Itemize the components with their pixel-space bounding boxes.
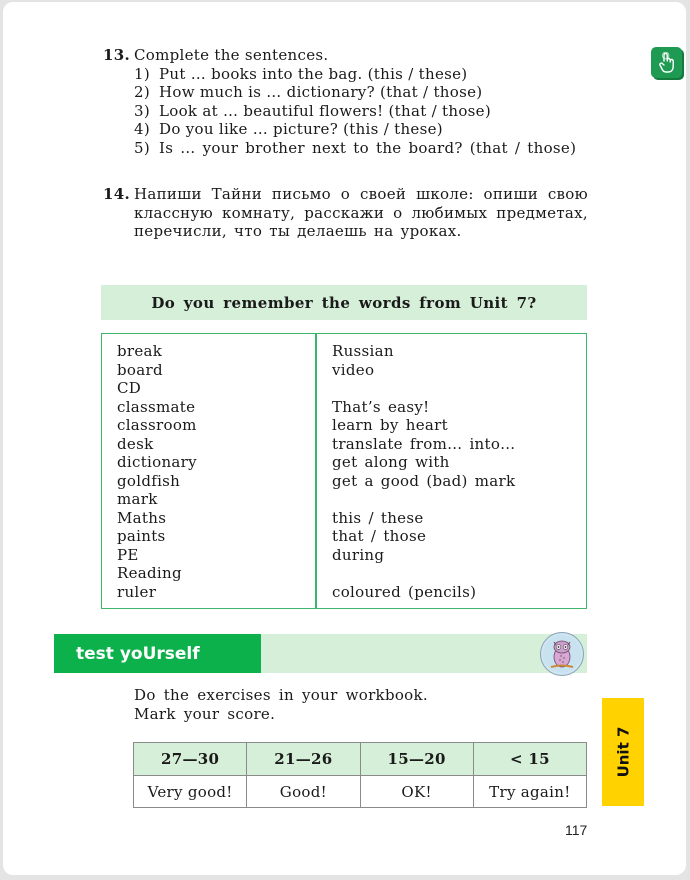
exercise-item: [134, 65, 588, 84]
words-right-column: [332, 342, 515, 601]
word: CD: [117, 379, 142, 397]
word: [332, 564, 515, 583]
unit-tab-label: Unit 7: [614, 726, 632, 778]
word: [332, 379, 515, 398]
word: break: [117, 342, 163, 360]
word: learn by heart: [332, 416, 448, 434]
score-range: < 15: [473, 743, 586, 776]
unit-tab[interactable]: [602, 698, 644, 806]
exercise-number: 14.: [103, 185, 130, 203]
word: paints: [117, 527, 166, 545]
item-text: Do you like … picture? (this / these): [159, 120, 443, 138]
score-range: 15—20: [360, 743, 473, 776]
exercise-text: Напиши Тайни письмо о своей школе: опиши свою классную комнату, расскажи о любимых предметах, перечисли, что ты делаешь на уроках.: [134, 185, 588, 240]
exercise-14: [103, 185, 588, 241]
score-range: 21—26: [247, 743, 360, 776]
score-label: Try again!: [473, 776, 586, 808]
exercise-item: [134, 83, 588, 102]
textbook-page: [3, 2, 686, 875]
test-yourself-label: test yoUrself: [54, 634, 261, 673]
exercise-item: [134, 102, 588, 121]
word: desk: [117, 434, 154, 453]
score-label: Good!: [247, 776, 360, 808]
item-text: Put … books into the bag. (this / these): [159, 64, 468, 83]
word: classmate: [117, 397, 196, 416]
exercise-title: Complete the sentences.: [134, 46, 329, 64]
page-number: 117: [565, 822, 588, 838]
word: coloured (pencils): [332, 582, 477, 601]
score-table: [133, 742, 587, 808]
words-review-header: Do you remember the words from Unit 7?: [101, 285, 587, 320]
instruction-line: Mark your score.: [134, 705, 276, 723]
exercise-number: 13.: [103, 46, 130, 64]
item-number: 4): [134, 120, 150, 138]
word: classroom: [117, 416, 197, 434]
word: board: [117, 360, 163, 379]
word: Maths: [117, 508, 167, 527]
words-review-box: [101, 333, 587, 609]
word: goldfish: [117, 471, 181, 490]
exercise-item: [134, 120, 588, 139]
column-divider: [315, 334, 317, 608]
word: [332, 490, 515, 509]
word: dictionary: [117, 453, 197, 471]
instruction-line: Do the exercises in your workbook.: [134, 686, 428, 704]
hand-pointer-icon[interactable]: [651, 47, 682, 78]
item-number: 1): [134, 64, 150, 83]
item-number: 3): [134, 101, 150, 120]
score-label: Very good!: [134, 776, 247, 808]
word: video: [332, 360, 375, 379]
word: that / those: [332, 527, 427, 545]
word: translate from… into…: [332, 434, 516, 453]
word: during: [332, 545, 385, 564]
exercise-item: [134, 139, 588, 158]
score-label: OK!: [360, 776, 473, 808]
item-text: Is … your brother next to the board? (that / those): [159, 138, 577, 157]
word: PE: [117, 545, 139, 564]
exercise-13: [103, 46, 588, 157]
word: mark: [117, 490, 158, 508]
owl-icon: [540, 632, 584, 676]
word: this / these: [332, 508, 424, 527]
item-number: 2): [134, 83, 150, 101]
test-yourself-band: [54, 634, 587, 673]
test-instructions: [134, 686, 428, 724]
words-left-column: [117, 342, 197, 601]
item-text: How much is … dictionary? (that / those): [159, 83, 483, 101]
word: Russian: [332, 342, 394, 360]
item-text: Look at … beautiful flowers! (that / those): [159, 101, 491, 120]
word: get along with: [332, 453, 450, 471]
score-range: 27—30: [134, 743, 247, 776]
word: get a good (bad) mark: [332, 471, 516, 490]
word: Reading: [117, 564, 182, 582]
word: That’s easy!: [332, 397, 430, 416]
item-number: 5): [134, 138, 150, 157]
word: ruler: [117, 582, 157, 601]
